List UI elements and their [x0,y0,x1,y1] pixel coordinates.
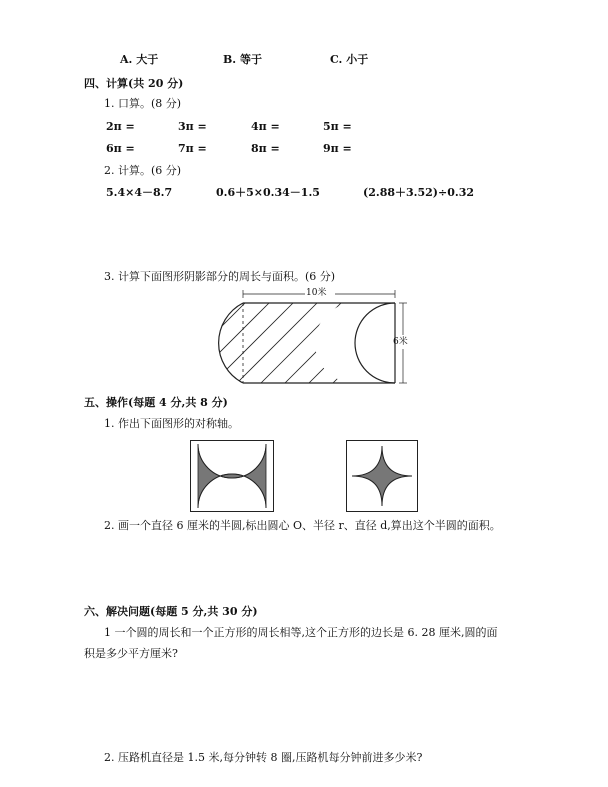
q4-2-title: 2. 计算。(6 分) [104,164,182,177]
shaded-area-figure [195,283,415,393]
mental-calc-item: 6π = [106,142,135,155]
q6-1-line2: 积是多少平方厘米? [84,647,178,660]
option-b: B. 等于 [223,53,262,66]
width-label: 10米 [306,288,327,298]
symmetry-figure-1 [190,440,274,512]
section6-title: 六、解决问题(每题 5 分,共 30 分) [84,605,258,618]
mental-calc-item: 2π = [106,120,135,133]
q5-1-title: 1. 作出下面图形的对称轴。 [104,417,239,430]
q6-2-text: 2. 压路机直径是 1.5 米,每分钟转 8 圈,压路机每分钟前进多少米? [104,751,423,764]
mental-calc-item: 9π = [323,142,352,155]
q4-1-title: 1. 口算。(8 分) [104,97,182,110]
symmetry-figure-2 [346,440,418,512]
section4-title: 四、计算(共 20 分) [84,77,184,90]
q6-1-line1: 1 一个圆的周长和一个正方形的周长相等,这个正方形的边长是 6. 28 厘米,圆的面 [104,626,498,639]
mental-calc-item: 8π = [251,142,280,155]
calc-expression: (2.88＋3.52)÷0.32 [363,186,474,199]
mental-calc-item: 4π = [251,120,280,133]
option-a: A. 大于 [120,53,159,66]
mental-calc-item: 5π = [323,120,352,133]
mental-calc-item: 7π = [178,142,207,155]
q4-3-title: 3. 计算下面图形阴影部分的周长与面积。(6 分) [104,270,336,283]
q5-2-text: 2. 画一个直径 6 厘米的半圆,标出圆心 O、半径 r、直径 d,算出这个半圆的面积。 [104,519,501,532]
mental-calc-item: 3π = [178,120,207,133]
option-c: C. 小于 [330,53,369,66]
calc-expression: 0.6＋5×0.34－1.5 [216,186,320,199]
section5-title: 五、操作(每题 4 分,共 8 分) [84,396,228,409]
height-label: 6米 [393,337,408,347]
calc-expression: 5.4×4－8.7 [106,186,173,199]
